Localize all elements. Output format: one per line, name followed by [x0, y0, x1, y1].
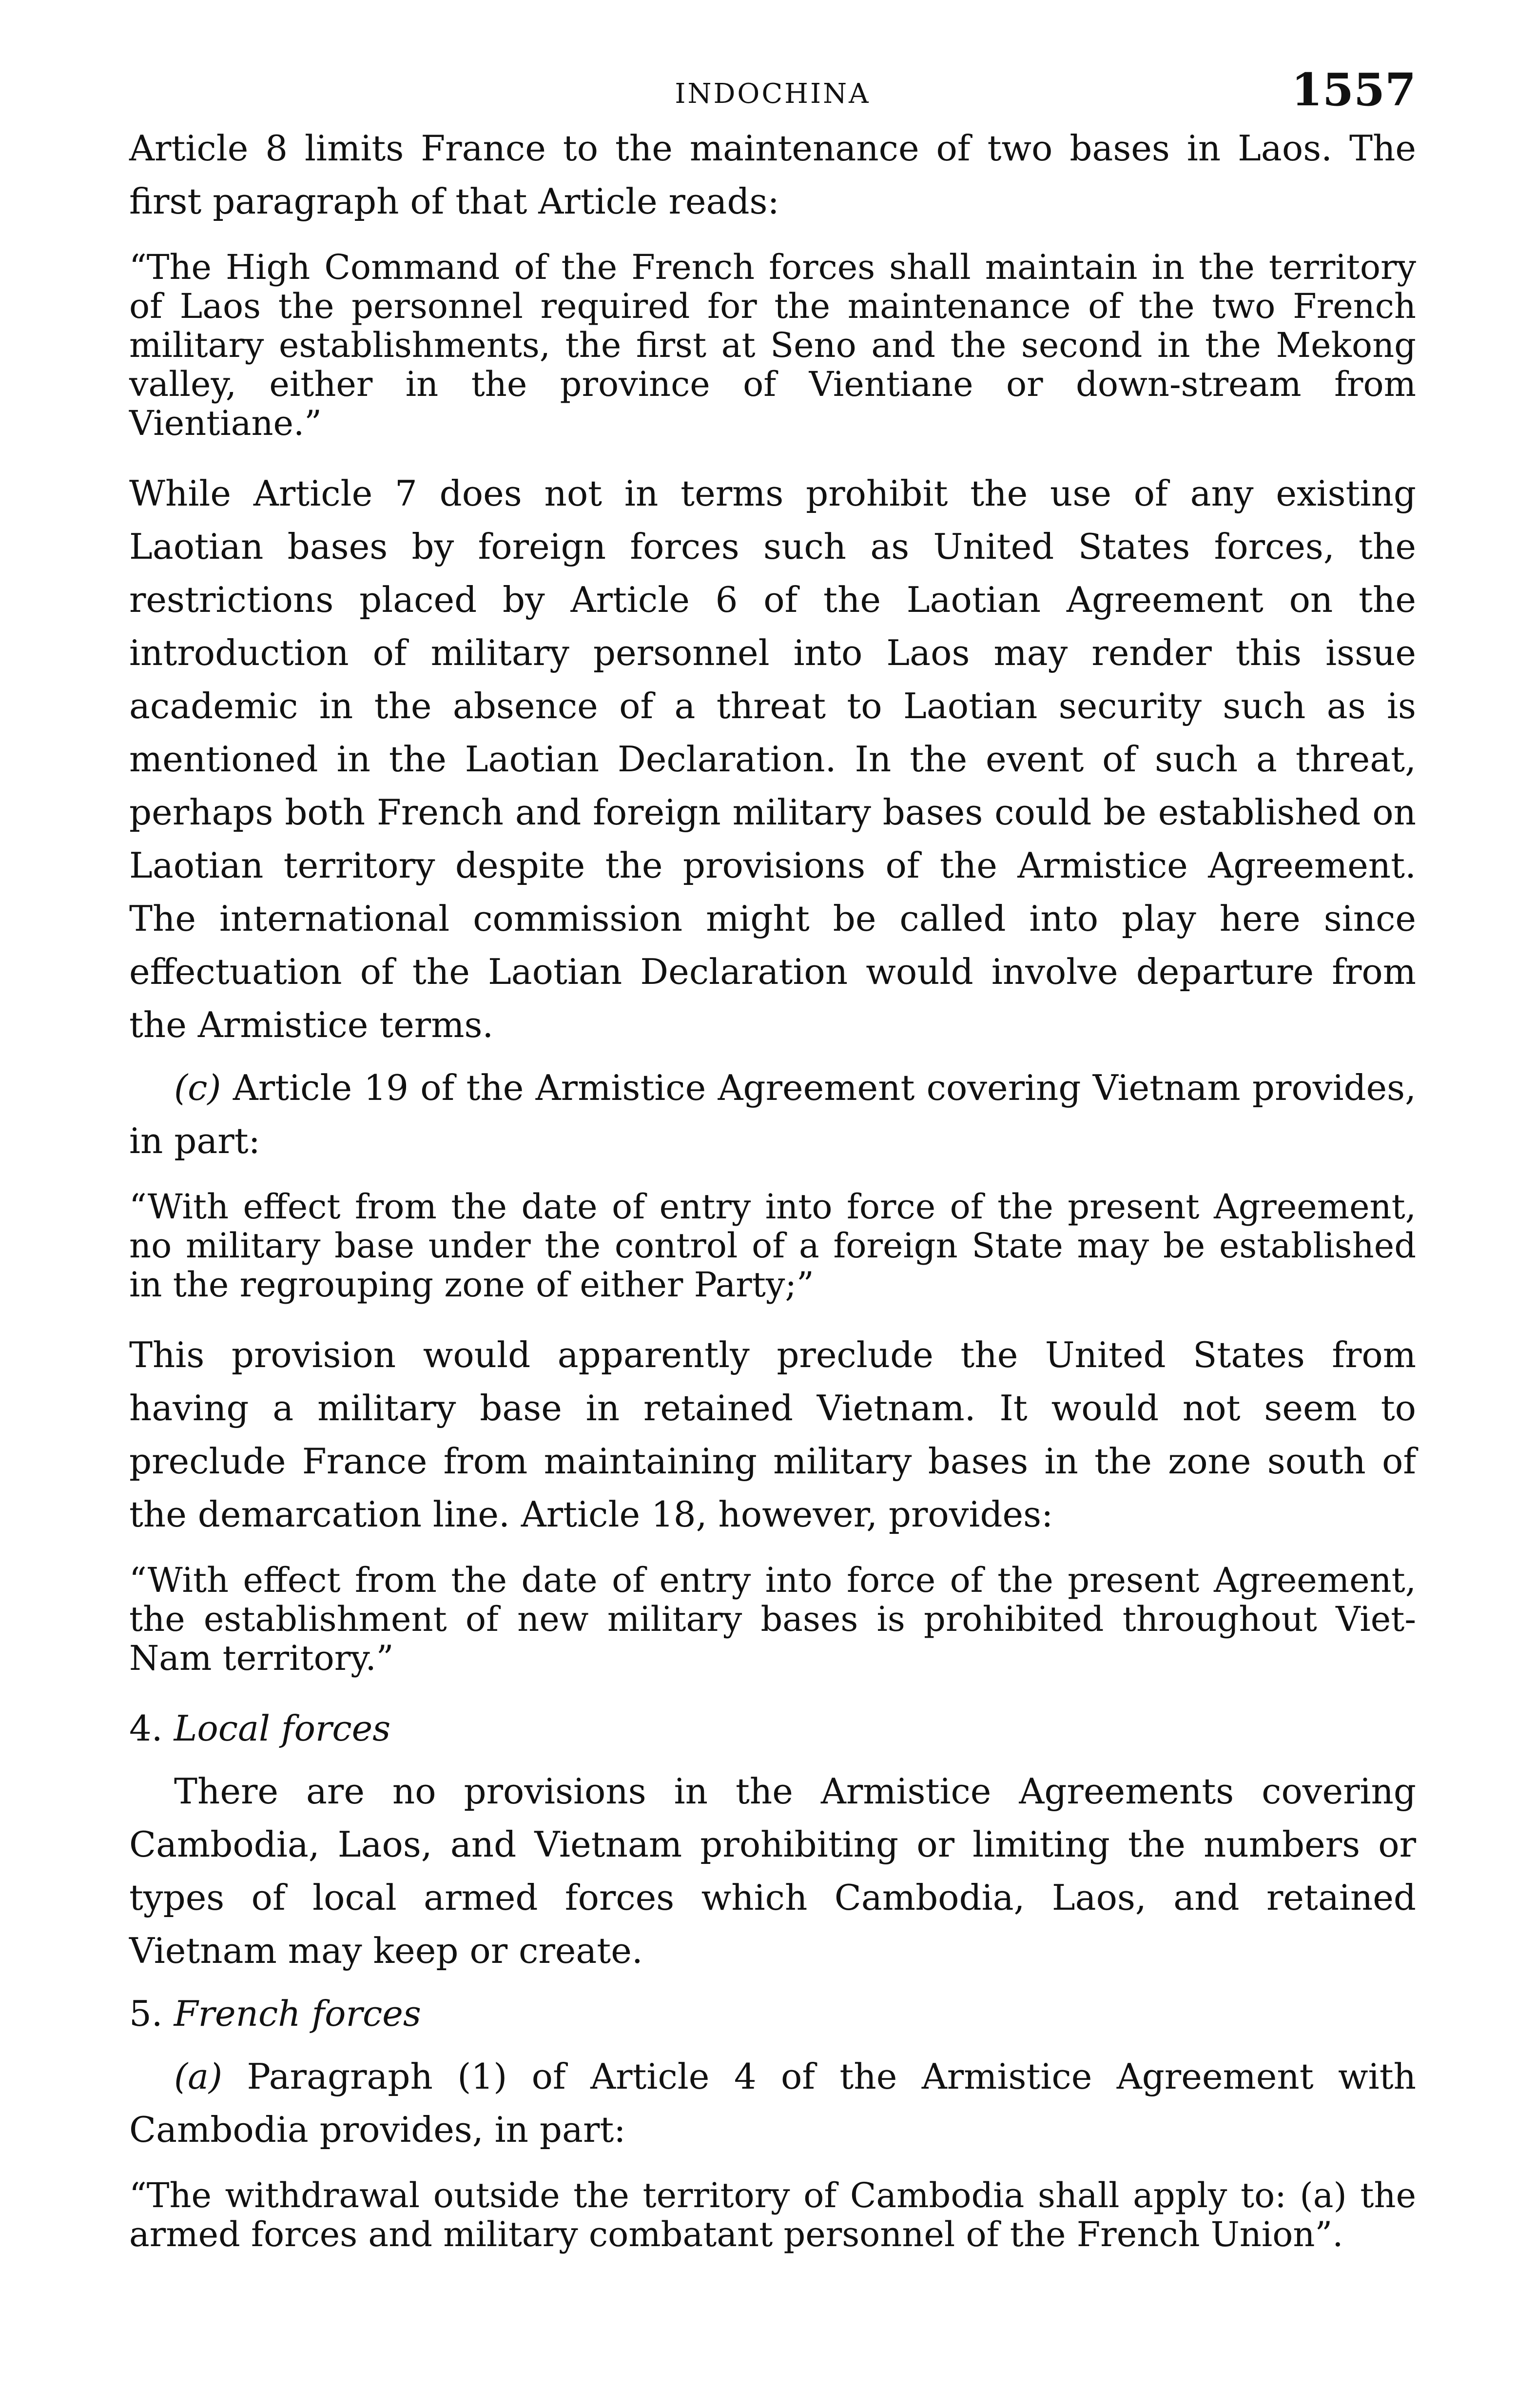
quote-article-4: “The withdrawal outside the territory of Cambodia shall apply to: (a) the armed forces and military combatant personnel of the French Union”. — [129, 2175, 1416, 2254]
paragraph-local-forces: There are no provisions in the Armistice Agreements covering Cambodia, Laos, and Vietnam prohibiting or limiting the numbers or types of local armed forces which Cambodia, Laos, and retained Vietnam may keep or create. — [129, 1771, 1416, 1971]
document-page — [129, 63, 1416, 2278]
section-title: Local forces — [174, 1708, 391, 1749]
section-heading-local-forces — [129, 1702, 1416, 1755]
item-label-c: (c) — [174, 1067, 221, 1108]
paragraph-article-7: While Article 7 does not in terms prohibit the use of any existing Laotian bases by foreign forces such as United States forces, the restrictions placed by Article 6 of the Laotian Agreement on the introduction of military personnel into Laos may render this issue academic in the absence of a threat to Laotian security such as is mentioned in the Laotian Declaration. In the event of such a threat, perhaps both French and foreign military bases could be established on Laotian territory despite the provisions of the Armistice Agreement. The international commission might be called into play here since effectuation of the Laotian Declaration would involve departure from the Armistice terms. — [129, 473, 1416, 1045]
quote-article-8: “The High Command of the French forces shall maintain in the territory of Laos the personnel required for the maintenance of the two French military establishments, the first at Seno and the second in the Mekong valley, either in the province of Vientiane or down-stream from Vientiane.” — [129, 247, 1416, 443]
paragraph-article-19-text: Article 19 of the Armistice Agreement covering Vietnam provides, in part: — [129, 1067, 1416, 1161]
quote-article-19: “With effect from the date of entry into force of the present Agreement, no military base under the control of a foreign State may be established in the regrouping zone of either Party;” — [129, 1187, 1416, 1305]
item-label-a: (a) — [174, 2056, 223, 2097]
running-head — [129, 63, 1416, 122]
paragraph-article-18: This provision would apparently preclude the United States from having a military base in retained Vietnam. It would not seem to preclude France from maintaining military bases in the zone south of the demarcation line. Article 18, however, provides: — [129, 1334, 1416, 1535]
paragraph-article-8: Article 8 limits France to the maintenance of two bases in Laos. The first paragraph of that Article reads: — [129, 128, 1416, 222]
quote-article-18: “With effect from the date of entry into force of the present Agreement, the establishment of new military bases is prohibited throughout Viet-Nam territory.” — [129, 1560, 1416, 1678]
section-number: 4. — [129, 1708, 163, 1749]
paragraph-article-4 — [129, 2050, 1416, 2156]
page-number: 1557 — [1291, 63, 1416, 116]
section-number: 5. — [129, 1993, 163, 2034]
paragraph-article-4-text: Paragraph (1) of Article 4 of the Armistice Agreement with Cambodia provides, in part: — [129, 2056, 1416, 2150]
section-title: French forces — [174, 1993, 421, 2034]
running-title: INDOCHINA — [675, 78, 871, 110]
section-heading-french-forces — [129, 1987, 1416, 2040]
paragraph-article-19 — [129, 1061, 1416, 1168]
